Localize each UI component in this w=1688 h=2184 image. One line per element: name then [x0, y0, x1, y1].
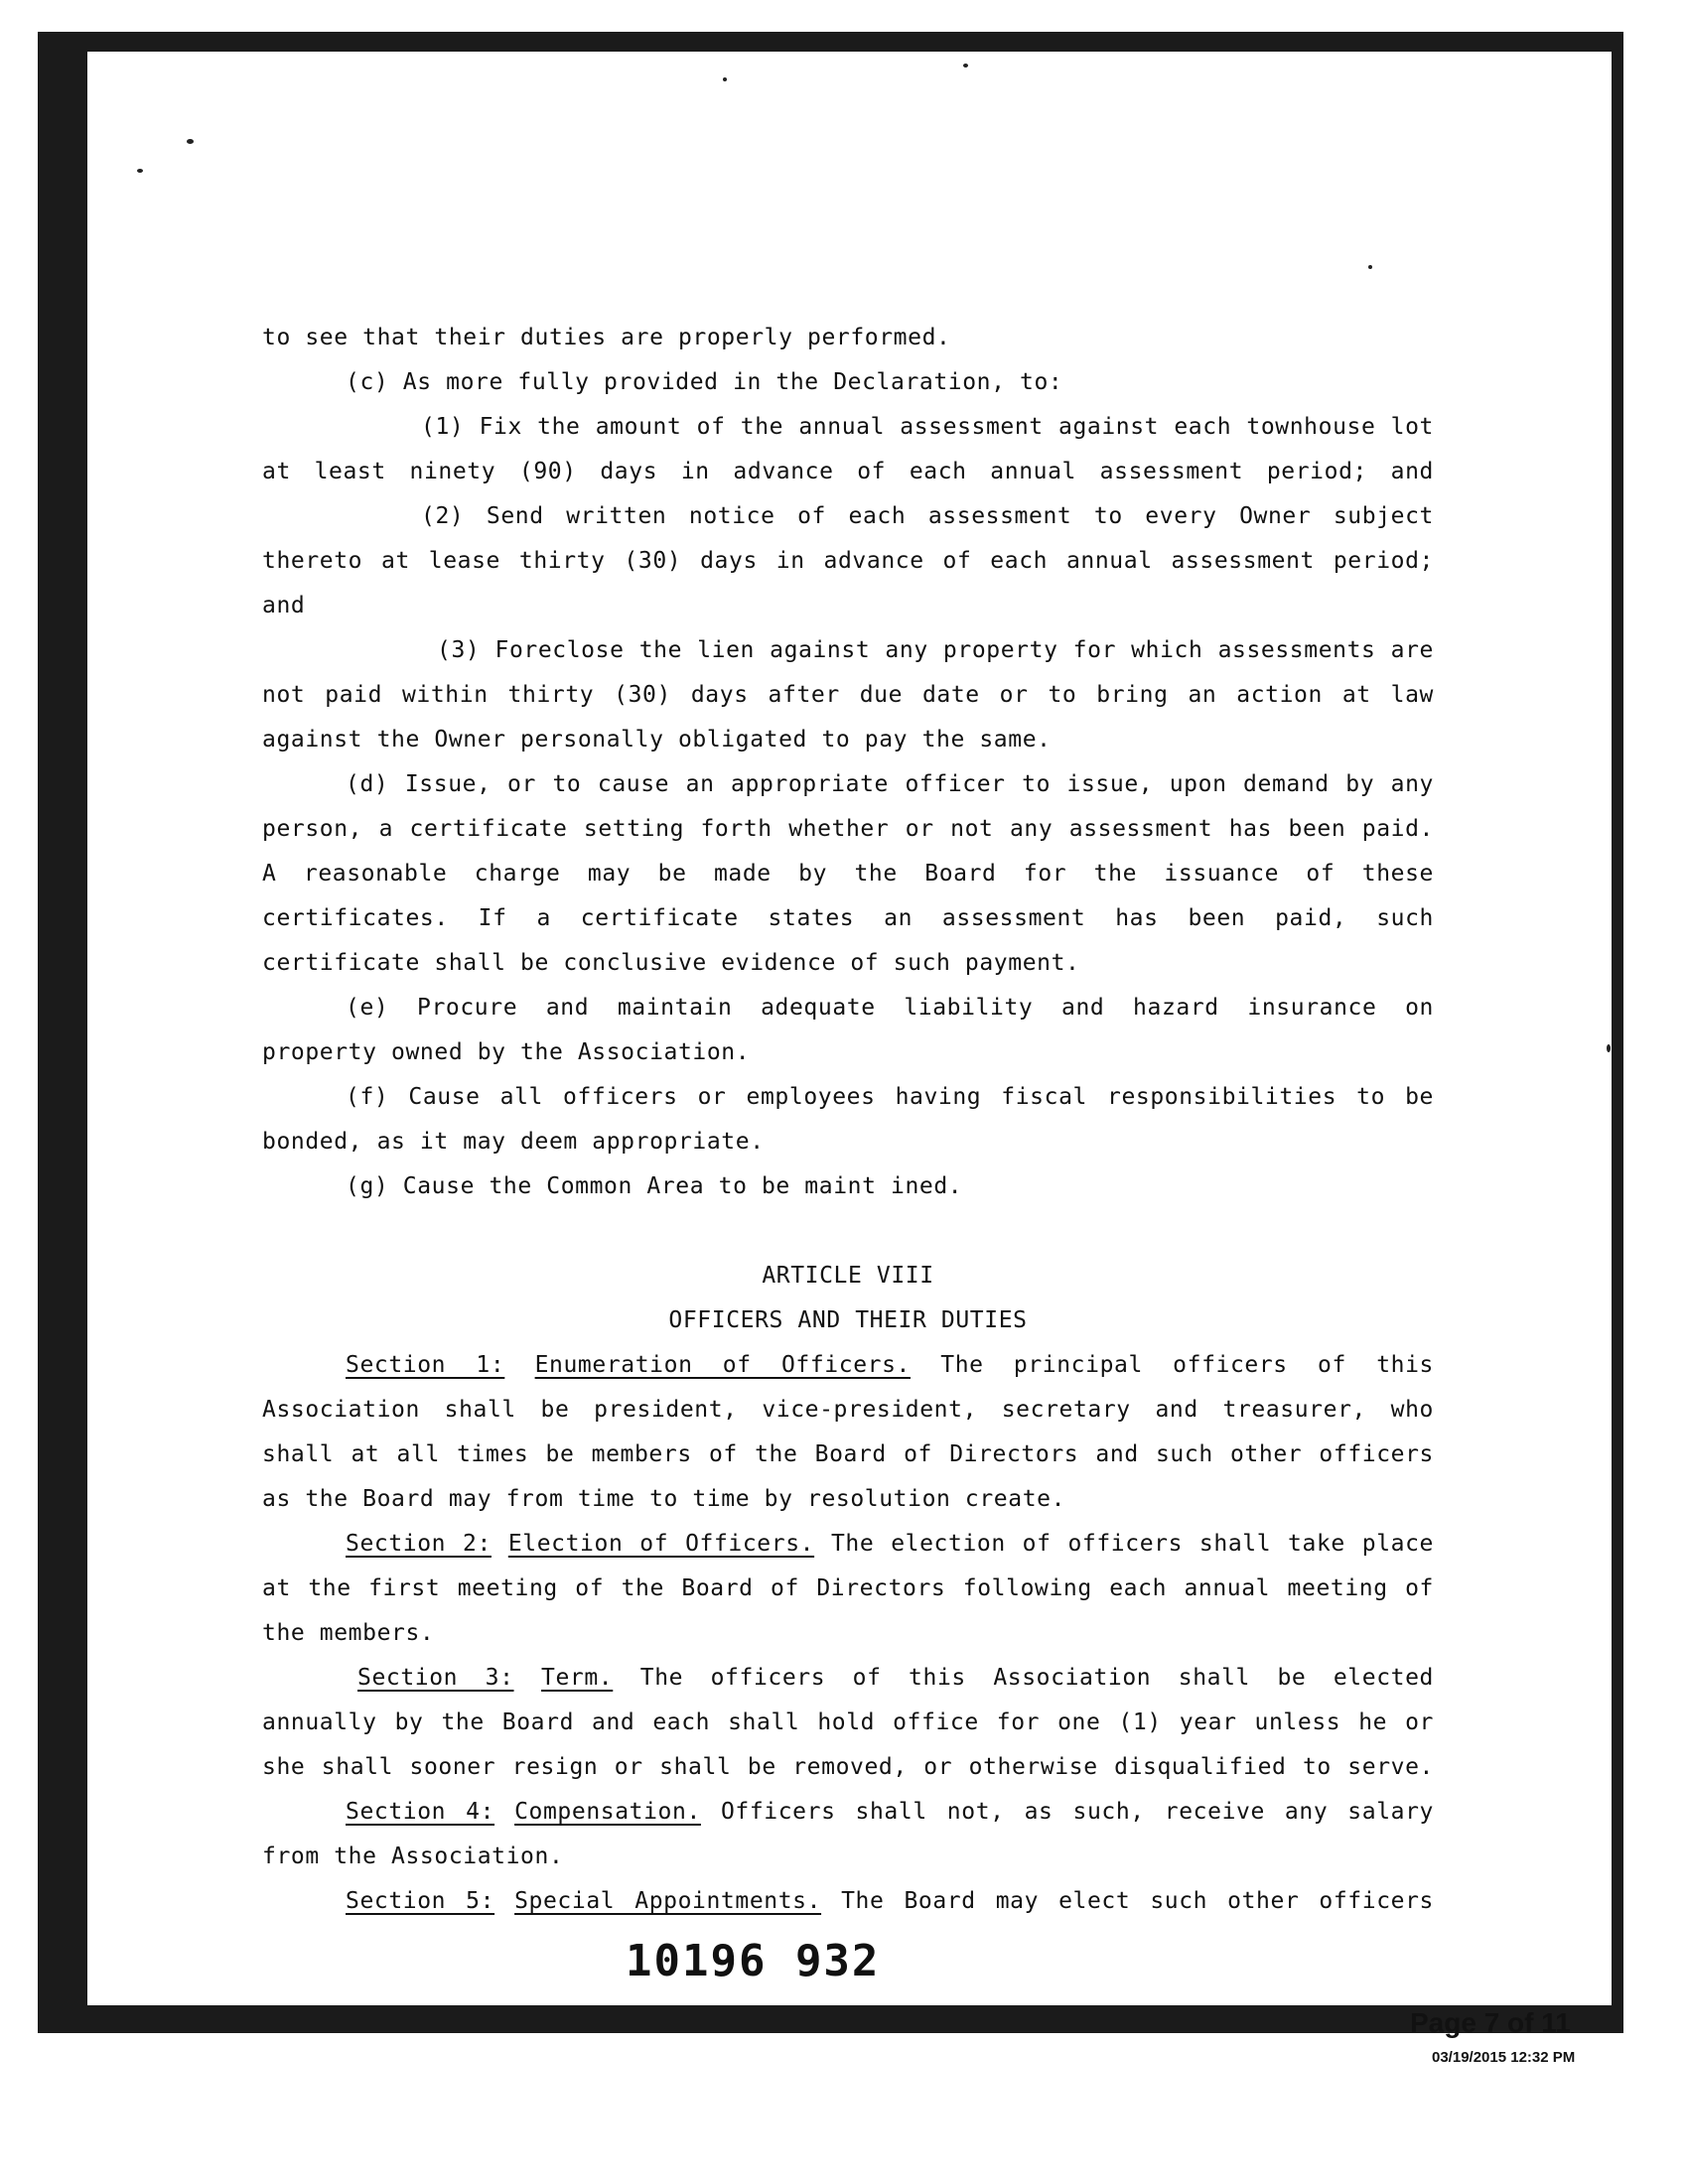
doc-line: she shall sooner resign or shall be removed, or otherwise disqualified to serve.: [262, 1754, 1434, 1780]
doc-line: shall at all times be members of the Board of Directors and such other officers: [262, 1441, 1434, 1467]
section-label: Section 5:: [346, 1888, 495, 1914]
section-text: Officers shall not, as such, receive any salary: [720, 1799, 1434, 1825]
doc-line: A reasonable charge may be made by the Board for the issuance of these: [262, 861, 1434, 887]
section-label: Section 4:: [346, 1799, 495, 1825]
section-heading-line: [262, 1879, 1434, 1924]
doc-line: to see that their duties are properly performed.: [262, 325, 951, 350]
doc-line: Association shall be president, vice-president, secretary and treasurer, who: [262, 1397, 1434, 1423]
doc-line: thereto at lease thirty (30) days in advance of each annual assessment period;: [262, 548, 1434, 574]
doc-line: (e) Procure and maintain adequate liability and hazard insurance on: [346, 995, 1434, 1021]
doc-line: annually by the Board and each shall hold office for one (1) year unless he or: [262, 1709, 1434, 1735]
doc-line: (f) Cause all officers or employees having fiscal responsibilities to be: [346, 1084, 1434, 1110]
page-indicator: Page 7 of 11: [1410, 2007, 1571, 2038]
section-label: Section 3:: [357, 1665, 514, 1691]
doc-line: (3) Foreclose the lien against any property for which assessments are: [437, 637, 1434, 663]
doc-line: (2) Send written notice of each assessment to every Owner subject: [421, 503, 1434, 529]
doc-line: (c) As more fully provided in the Declaration, to:: [346, 369, 1063, 395]
scan-speck: [1607, 1044, 1611, 1052]
scan-speck: [137, 169, 143, 173]
doc-line: person, a certificate setting forth whether or not any assessment has been paid.: [262, 816, 1434, 842]
section-heading: Compensation.: [514, 1799, 701, 1825]
section-text: The election of officers shall take place: [830, 1531, 1434, 1557]
section-heading-line: [262, 1522, 1434, 1567]
section-label: Section 1:: [346, 1352, 505, 1378]
section-heading-line: [262, 1790, 1434, 1835]
doc-line: the members.: [262, 1620, 435, 1646]
doc-line: and: [262, 593, 306, 618]
section-heading: Enumeration of Officers.: [534, 1352, 911, 1378]
doc-line: (g) Cause the Common Area to be maint ined.: [346, 1173, 963, 1199]
document-body: [262, 316, 1434, 1924]
doc-line: certificate shall be conclusive evidence of such payment.: [262, 950, 1080, 976]
section-heading: Term.: [541, 1665, 614, 1691]
doc-line: property owned by the Association.: [262, 1039, 751, 1065]
section-heading: Special Appointments.: [514, 1888, 822, 1914]
doc-line: at least ninety (90) days in advance of each annual assessment period; and: [262, 459, 1434, 484]
doc-line: (d) Issue, or to cause an appropriate officer to issue, upon demand by any: [346, 771, 1434, 797]
scan-speck: [723, 77, 727, 81]
scan-speck: [1368, 265, 1372, 269]
doc-line: against the Owner personally obligated to pay the same.: [262, 727, 1052, 752]
doc-line: at the first meeting of the Board of Directors following each annual meeting of: [262, 1575, 1434, 1601]
section-label: Section 2:: [346, 1531, 492, 1557]
article-subtitle: OFFICERS AND THEIR DUTIES: [668, 1307, 1028, 1333]
doc-line: certificates. If a certificate states an assessment has been paid, such: [262, 905, 1434, 931]
doc-line: bonded, as it may deem appropriate.: [262, 1129, 765, 1155]
section-heading-line: [262, 1656, 1434, 1701]
section-text: The Board may elect such other officers: [841, 1888, 1434, 1914]
print-timestamp: 03/19/2015 12:32 PM: [1432, 2049, 1576, 2066]
doc-line: not paid within thirty (30) days after due date or to bring an action at law: [262, 682, 1434, 708]
scan-speck: [187, 139, 194, 144]
section-heading-line: [262, 1343, 1434, 1388]
section-text: The officers of this Association shall be elected: [639, 1665, 1434, 1691]
section-text: The principal officers of this: [940, 1352, 1434, 1378]
doc-line: from the Association.: [262, 1843, 564, 1869]
scan-speck: [963, 64, 968, 68]
doc-line: as the Board may from time to time by resolution create.: [262, 1486, 1066, 1512]
article-title: ARTICLE VIII: [762, 1263, 934, 1289]
doc-line: (1) Fix the amount of the annual assessment against each townhouse lot: [421, 414, 1434, 440]
section-heading: Election of Officers.: [507, 1531, 815, 1557]
book-page-number: 10196 932: [626, 1936, 881, 1986]
